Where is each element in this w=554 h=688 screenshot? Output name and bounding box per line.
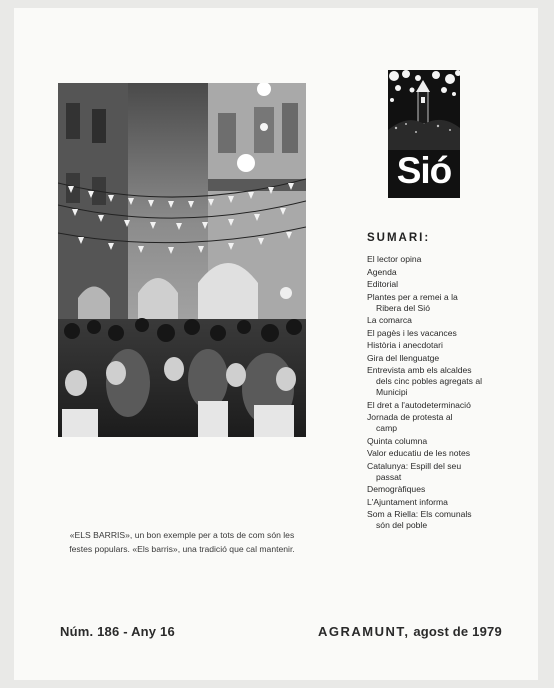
list-item[interactable]: Valor educatiu de les notes — [367, 448, 471, 458]
sumari-list — [367, 254, 507, 533]
list-item[interactable]: Editorial — [367, 279, 399, 289]
list-item[interactable]: Gira del llenguatge — [367, 352, 440, 363]
list-item[interactable]: Jornada de protesta al camp — [367, 412, 453, 433]
list-item[interactable]: L'Ajuntament informa — [367, 496, 448, 507]
list-item[interactable]: Agenda — [367, 266, 397, 277]
masthead-logo — [388, 70, 460, 198]
issue-number: Núm. 186 - Any 16 — [60, 624, 175, 639]
list-item[interactable]: El dret a l'autodeterminació — [367, 399, 471, 410]
list-item[interactable]: Plantes per a remei a la Ribera del Sió — [367, 291, 458, 313]
town-name: AGRAMUNT, — [318, 624, 410, 639]
sumari-heading: SUMARI: — [367, 232, 431, 244]
photo-caption: «ELS BARRIS», un bon exemple per a tots de com són les festes populars. «Els barris», una tradició que cal mantenir. — [69, 530, 295, 554]
list-item[interactable]: Som a Riella: Els comunals són del poble — [367, 509, 472, 530]
list-item[interactable]: El lector opina — [367, 254, 422, 264]
list-item[interactable]: Demogràfiques — [367, 484, 426, 494]
place-and-date — [318, 624, 502, 639]
list-item[interactable]: La comarca — [367, 315, 412, 325]
list-item[interactable]: Quinta columna — [367, 435, 428, 446]
list-item[interactable]: El pagès i les vacances — [367, 327, 457, 338]
list-item[interactable]: Entrevista amb els alcaldes dels cinc pobles agregats al Municipi — [367, 365, 483, 397]
list-item[interactable]: Catalunya: Espill del seu passat — [367, 460, 462, 482]
street-festival-photo — [58, 83, 306, 437]
cover-photo — [58, 83, 306, 437]
issue-date: agost de 1979 — [413, 624, 502, 639]
list-item[interactable]: Història i anecdotari — [367, 340, 443, 350]
masthead-title: Sió — [396, 150, 452, 191]
